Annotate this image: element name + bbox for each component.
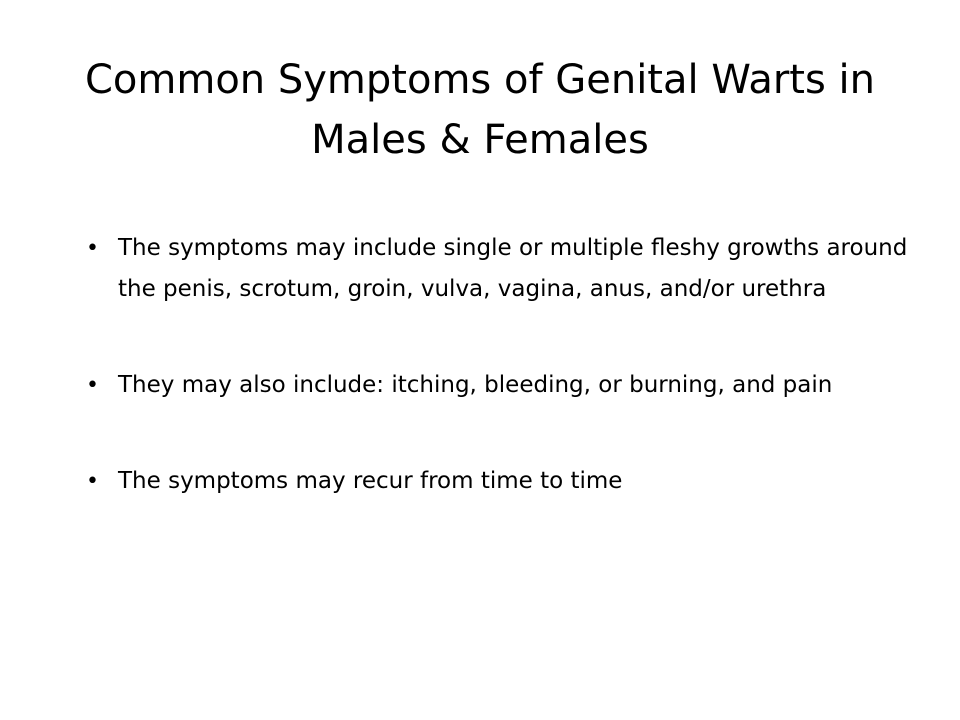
bullet-icon: •: [86, 469, 99, 494]
bullet-text: The symptoms may recur from time to time: [118, 468, 623, 494]
bullet-icon: •: [86, 373, 99, 398]
bullet-text: The symptoms may include single or multiple fleshy growths around the penis, scrotum, groin, vulva, vagina, anus, and/or urethra: [118, 235, 908, 302]
bullet-item: [0, 228, 960, 310]
bullet-icon: •: [86, 236, 99, 261]
bullet-item: [0, 461, 960, 502]
bullet-item: [0, 365, 960, 406]
slide-title: Common Symptoms of Genital Warts in Males & Females: [85, 57, 875, 163]
bullet-list: [0, 228, 960, 502]
bullet-text: They may also include: itching, bleeding, or burning, and pain: [118, 372, 833, 398]
